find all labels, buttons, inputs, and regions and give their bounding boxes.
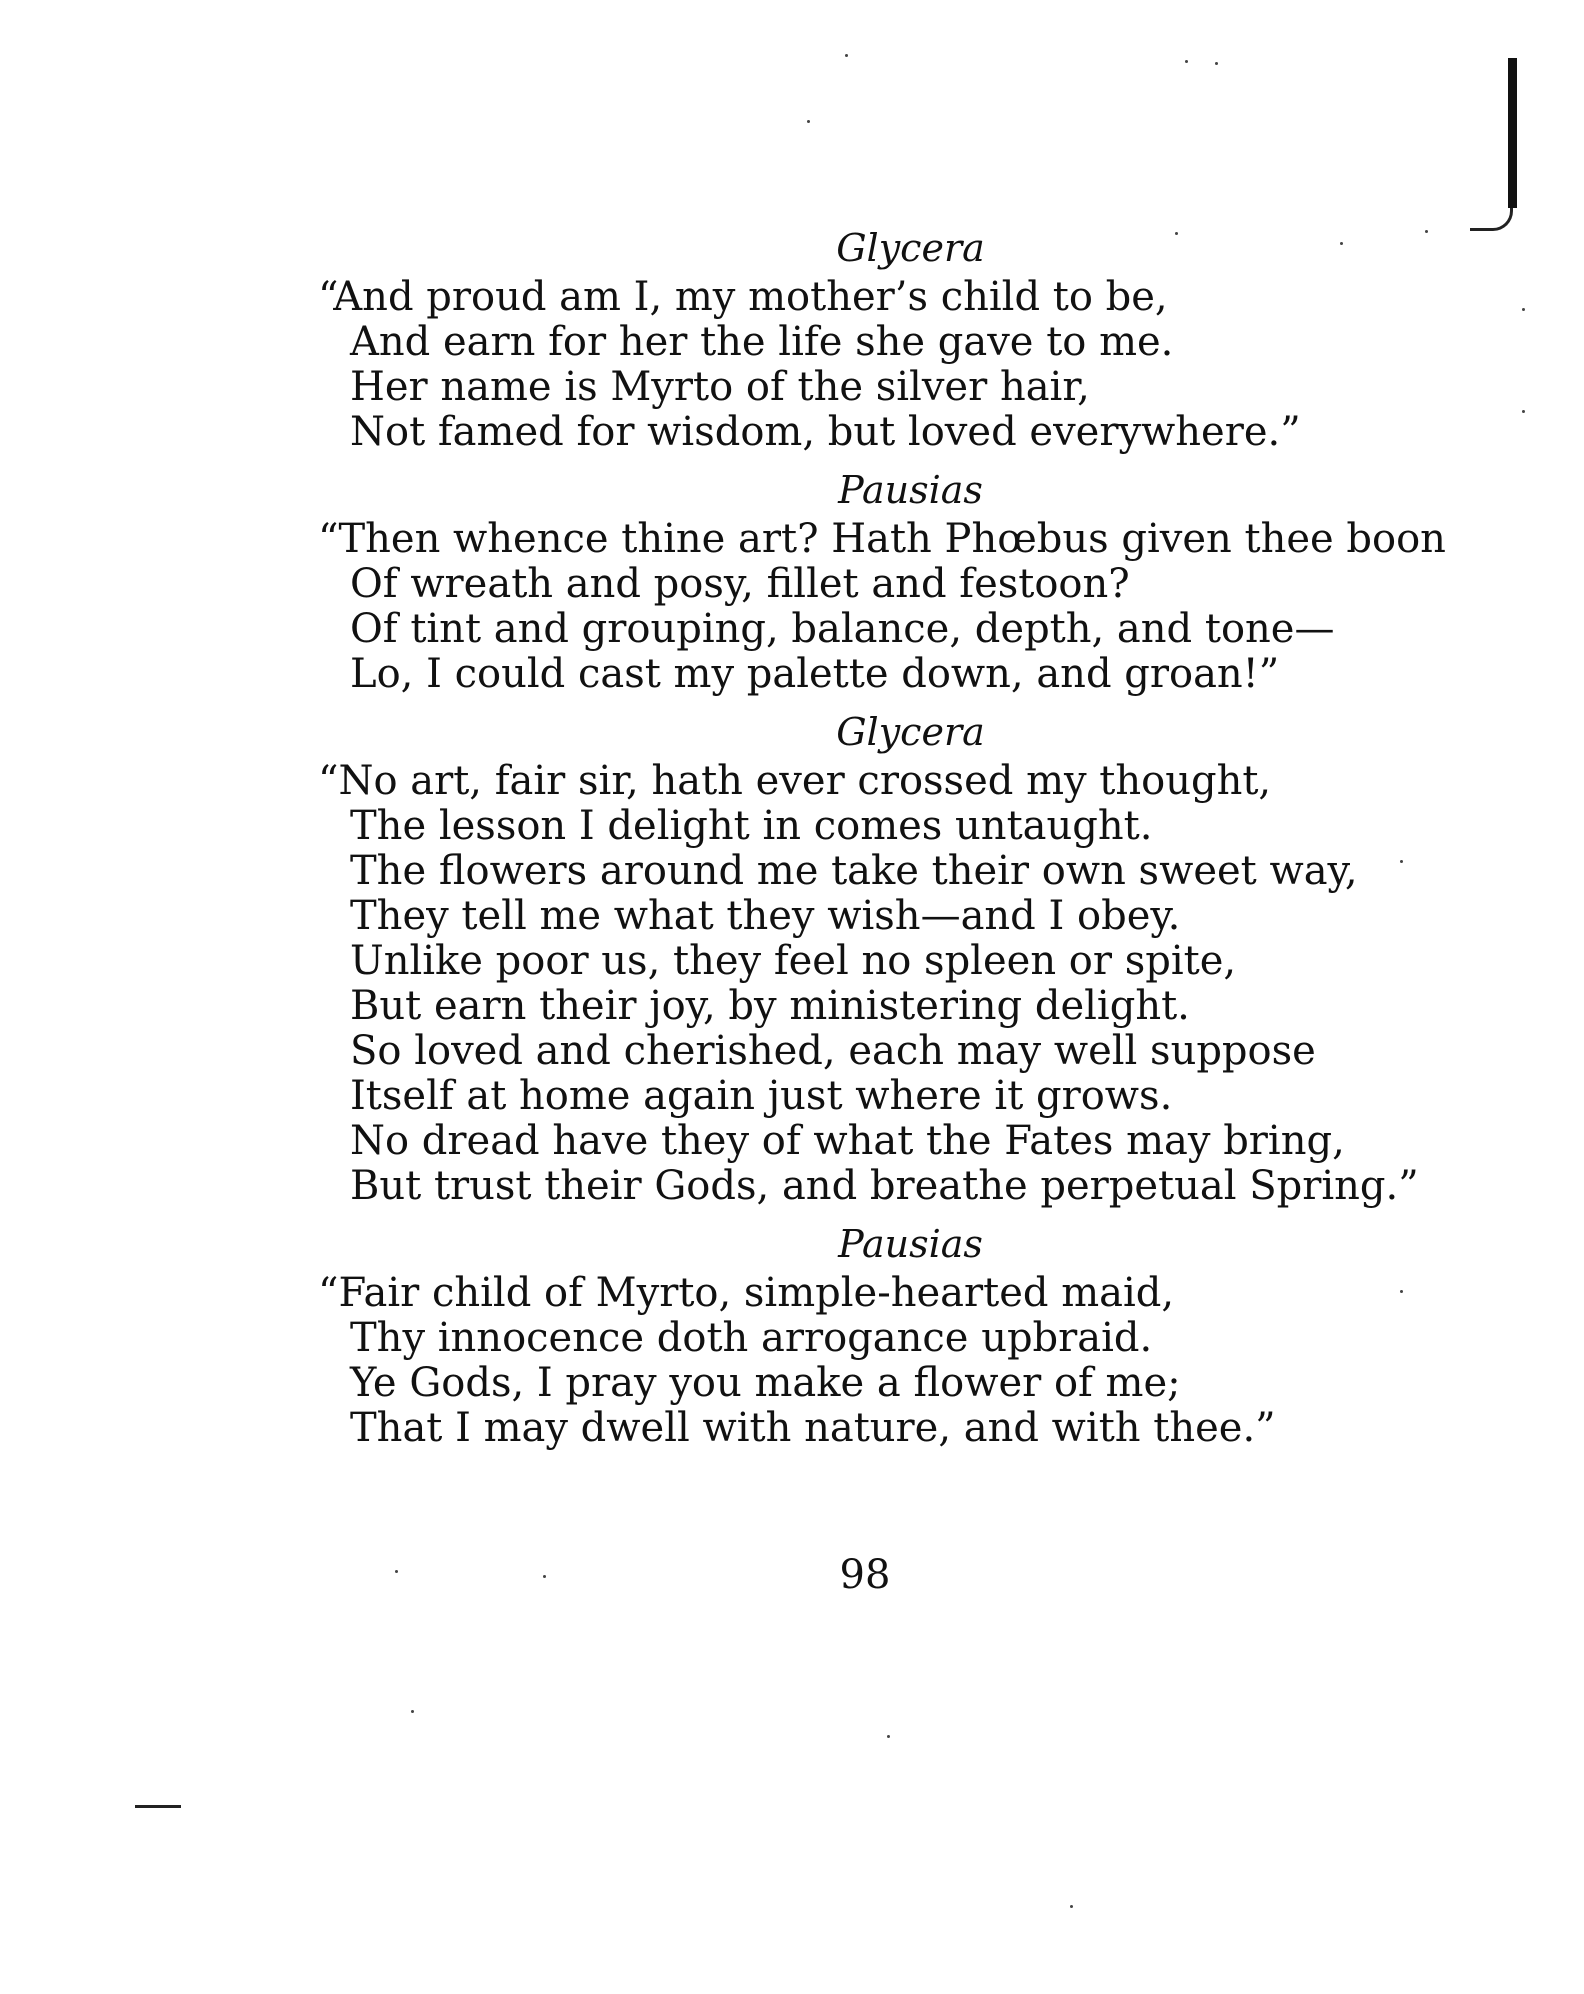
verse-line: No dread have they of what the Fates may bring, [350,1118,1345,1164]
stanza-lines [318,1271,1448,1451]
scan-speck [1522,308,1525,311]
verse-line: Itself at home again just where it grows. [350,1073,1173,1119]
speaker-name: Glycera [836,226,985,270]
verse-line: The flowers around me take their own sweet way, [350,848,1358,894]
stanza-lines [318,759,1448,1209]
page-edge-bracket-hook [1470,208,1513,231]
scan-speck [887,1735,890,1738]
speaker-name: Pausias [838,1222,983,1266]
verse-line: Of wreath and posy, fillet and festoon? [350,561,1130,607]
verse-line: Ye Gods, I pray you make a flower of me; [350,1360,1181,1406]
verse-line: And earn for her the life she gave to me. [350,319,1174,365]
scan-speck [1070,1905,1073,1908]
scan-speck [1522,410,1525,413]
verse-line: But earn their joy, by ministering delight. [350,983,1190,1029]
verse-line: Unlike poor us, they feel no spleen or spite, [350,938,1237,984]
verse-line: That I may dwell with nature, and with thee.” [350,1405,1276,1451]
verse-line: Lo, I could cast my palette down, and groan!” [350,651,1280,697]
verse-line: Not famed for wisdom, but loved everywhere.” [350,409,1301,455]
page-number: 98 [839,1552,891,1598]
verse-line: “Then whence thine art? Hath Phœbus given thee boon [318,516,1446,562]
stanza [318,1221,1448,1451]
margin-rule-mark [135,1805,181,1808]
stanza-lines [318,275,1448,455]
poem-body [318,225,1448,1463]
verse-line: “And proud am I, my mother’s child to be, [318,274,1168,320]
speaker-name: Pausias [838,468,983,512]
page-edge-bracket [1508,58,1517,208]
verse-line: “Fair child of Myrto, simple-hearted maid, [318,1270,1175,1316]
verse-line: Her name is Myrto of the silver hair, [350,364,1090,410]
stanza [318,467,1448,697]
verse-line: The lesson I delight in comes untaught. [350,803,1153,849]
scan-speck [1185,60,1188,63]
stanza [318,709,1448,1209]
verse-line: So loved and cherished, each may well suppose [350,1028,1316,1074]
verse-line: But trust their Gods, and breathe perpetual Spring.” [350,1163,1419,1209]
scan-speck [845,54,848,57]
stanza [318,225,1448,455]
speaker-name: Glycera [836,710,985,754]
scan-speck [411,1710,414,1713]
verse-line: They tell me what they wish—and I obey. [350,893,1181,939]
stanza-lines [318,517,1448,697]
scan-speck [807,120,810,123]
scan-speck [1215,62,1218,65]
verse-line: Of tint and grouping, balance, depth, and tone— [350,606,1335,652]
verse-line: Thy innocence doth arrogance upbraid. [350,1315,1153,1361]
verse-line: “No art, fair sir, hath ever crossed my thought, [318,758,1272,804]
